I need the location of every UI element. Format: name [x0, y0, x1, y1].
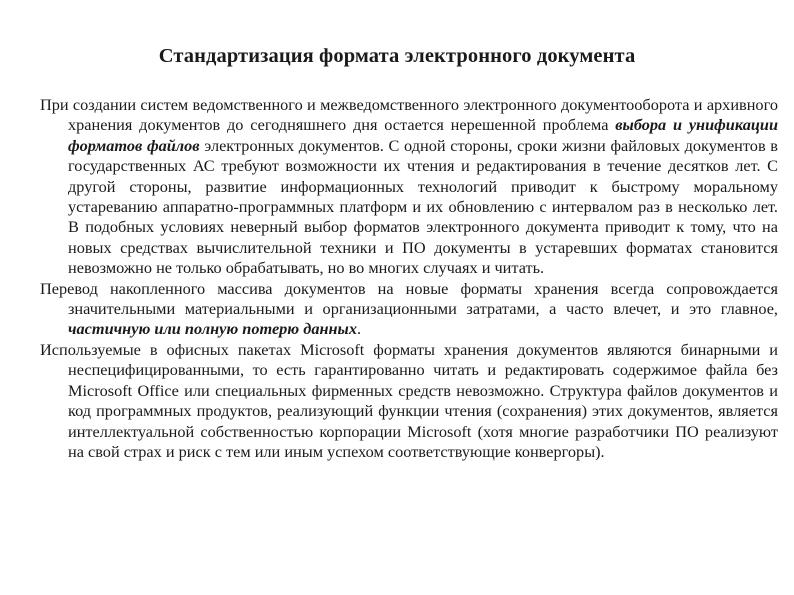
paragraph-1 — [40, 95, 778, 279]
paragraph-3 — [40, 340, 778, 462]
paragraph-2 — [40, 279, 778, 340]
paragraph-2-text-end: . — [357, 319, 362, 339]
paragraph-2-text-start: Перевод накопленного массива документов на новые форматы хранения всегда сопровождается значительными материальными и организационными затратами, а часто влечет, и это главное, — [40, 278, 778, 319]
paragraph-3-text-start: Используемые в офисных пакетах Microsoft форматы хранения документов являются бинарными и неспецифицированными, то есть гарантированно читать и редактировать содержимое файла без Microsoft Office или специальных фирменных средств невозможно. Структура файлов документов и код программных продуктов, реализующий функции чтения (сохранения) этих документов, является интеллектуальной собственностью корпорации Microsoft (хотя многие разработчики ПО реализуют на свой страх и риск с тем или иным успехом соответствующие конвергоры). — [40, 339, 778, 461]
paragraph-1-text-start: При создании систем ведомственного и межведомственного электронного документооборота и архивного хранения документов до сегодняшнего дня остается нерешенной проблема — [40, 95, 778, 135]
slide-body — [40, 95, 778, 462]
paragraph-1-emphasis: выбора и унификации форматов файлов — [68, 115, 778, 155]
paragraph-2-emphasis: частичную или полную потерю данных — [68, 319, 357, 339]
paragraph-1-text-end: электронных документов. С одной стороны, сроки жизни файловых документов в государственных АС требуют возможности их чтения и редактирования в течение десятков лет. С другой стороны, развитие информационных технологий приводит к быстрому моральному устареванию аппаратно-программных платформ и их обновлению с интервалом раз в несколько лет. В подобных условиях неверный выбор форматов электронного документа приводит к тому, что на новых средствах вычислительной техники и ПО документы в устаревших форматах становится невозможно не только обрабатывать, но во многих случаях и читать. — [68, 135, 778, 278]
slide-title: Стандартизация формата электронного документа — [158, 45, 636, 67]
